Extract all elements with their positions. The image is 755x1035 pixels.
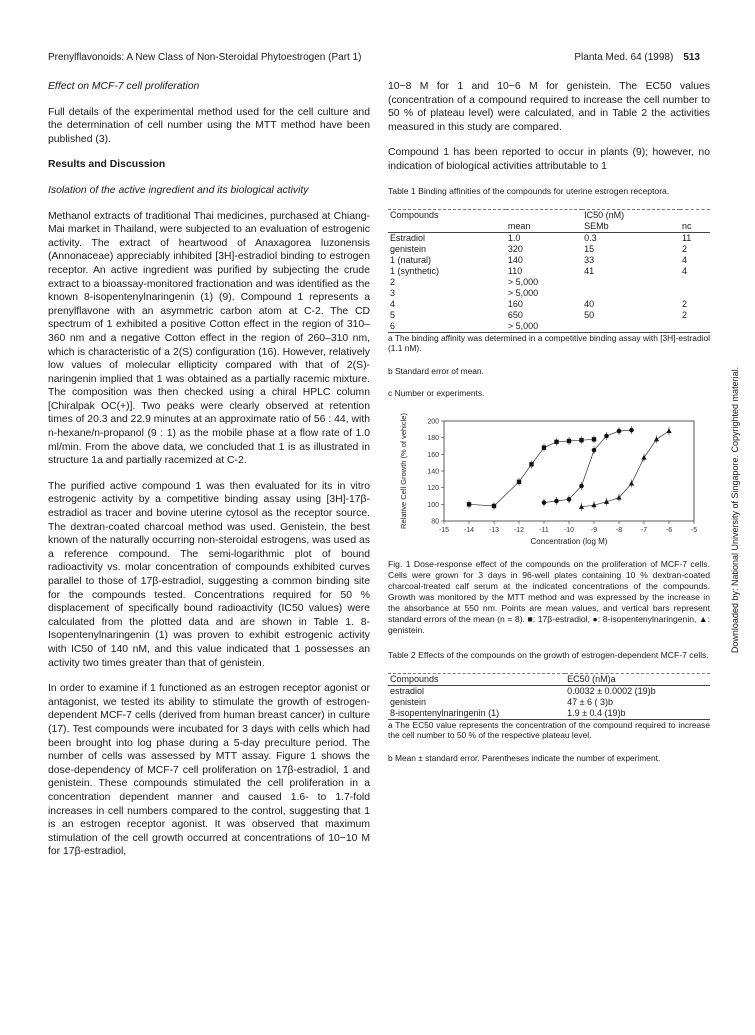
y-tick-label: 100: [427, 501, 439, 509]
table-footnote: a The EC50 value represents the concentration of the compound required to increase the cell number to 50 % of the respective plateau level.: [388, 719, 710, 741]
table-header: Compounds: [390, 673, 439, 684]
y-tick-label: 80: [431, 518, 439, 526]
table-1: [388, 209, 710, 333]
figure-1: [388, 413, 710, 553]
paragraph: Methanol extracts of traditional Thai medicines, purchased at Chiang-Mai market in Thailand, were subjected to an evaluation of estrogenic activity. The extract of heartwood of Anaxagorea luzonensis (Annonaceae) appreciably inhibited [3H]-estradiol binding to estrogen receptor. An active ingredient was purified by subjecting the crude extract to a bioassay-monitored fractionation and was identified as the known 8-isopentenylnaringenin (1) (9). Compound 1 represents a prenylflavone with an asymmetric carbon atom at C-2. The CD spectrum of 1 exhibited a positive Cotton effect in the region of 310–360 nm and a negative Cotton effect in the region of 260–310 nm, which is characteristic of a 2(S) configuration (16). However, relatively low values of molecular ellipticity compared with that of 2(S)-naringenin implied that 1 was obtained as a partially racemic mixture. The composition was then checked using a chiral HPLC column [Chiralpak OC(+)]. Two peaks were clearly observed at retention times of 20.3 and 22.9 minutes at an approximate ratio of 56 : 44, with n-hexane/n-propanol (9 : 1) as the mobile phase at a flow rate of 1.0 ml/min. From the above data, we concluded that 1 is as illustrated in structure 1a and partially racemized at C-2.: [48, 210, 370, 467]
section-heading: Results and Discussion: [48, 159, 166, 171]
table-footnote: b Standard error of mean.: [388, 365, 484, 376]
data-point-estradiol: [592, 437, 596, 441]
table-header: IC50 (nM): [584, 209, 625, 220]
data-point-genistein: [629, 480, 634, 485]
header-title: Prenylflavonoids: A New Class of Non-Steroidal Phytoestrogen (Part 1): [48, 52, 362, 63]
data-point-isopentenylnaringenin: [579, 483, 584, 488]
paragraph: Compound 1 has been reported to occur in plants (9); however, no indication of biological activities attributable to 1: [388, 147, 710, 172]
table-header: SEMb: [584, 220, 609, 231]
x-tick-label: -7: [640, 526, 648, 534]
y-axis-label: Relative Cell Growth (% of vehicle): [399, 412, 408, 529]
data-point-genistein: [654, 436, 659, 441]
left-column: [48, 80, 370, 871]
header-journal: [574, 52, 700, 63]
x-tick-label: -6: [665, 526, 673, 534]
y-tick-label: 140: [427, 468, 439, 476]
table-row: Estradiol 1.0 0.3 11: [388, 232, 710, 244]
y-tick-label: 160: [427, 451, 439, 459]
series-line: [469, 439, 594, 506]
data-point-estradiol: [467, 502, 471, 506]
paragraph: Full details of the experimental method used for the cell culture and the determination of cell number using the MTT method have been published (3).: [48, 106, 370, 145]
table-2-caption: Table 2 Effects of the compounds on the growth of estrogen-dependent MCF-7 cells.: [388, 649, 709, 660]
data-point-estradiol: [579, 438, 583, 442]
x-tick-label: -12: [513, 526, 525, 534]
x-tick-label: -10: [563, 526, 575, 534]
data-point-isopentenylnaringenin: [542, 500, 547, 505]
table-row: 1 (natural) 140 33 4: [390, 254, 687, 265]
table-row: 4 160 40 2: [390, 298, 687, 309]
x-tick-label: -15: [438, 526, 450, 534]
data-point-isopentenylnaringenin: [592, 447, 597, 452]
subsection-heading: Isolation of the active ingredient and its biological activity: [48, 184, 309, 196]
page-number: 513: [683, 52, 700, 63]
data-point-estradiol: [529, 462, 533, 466]
table-row: estradiol 0.0032 ± 0.0002 (19)b: [388, 685, 710, 697]
x-tick-label: -5: [690, 526, 698, 534]
y-tick-label: 120: [427, 484, 439, 492]
data-point-estradiol: [542, 445, 546, 449]
table-1-caption: Table 1 Binding affinities of the compounds for uterine estrogen receptora.: [388, 185, 670, 196]
data-point-estradiol: [554, 439, 558, 443]
data-point-isopentenylnaringenin: [567, 497, 572, 502]
data-point-isopentenylnaringenin: [629, 427, 634, 432]
running-header: [48, 52, 700, 63]
x-tick-label: -8: [615, 526, 623, 534]
table-footnote: b Mean ± standard error. Parentheses indicate the number of experiment.: [388, 752, 661, 763]
table-2: [388, 673, 710, 720]
data-point-genistein: [666, 428, 671, 433]
data-point-estradiol: [567, 438, 571, 442]
data-point-estradiol: [492, 503, 496, 507]
table-row: 1 (synthetic) 110 41 4: [390, 265, 687, 276]
data-point-isopentenylnaringenin: [617, 428, 622, 433]
table-row: 3 > 5,000: [390, 287, 539, 298]
x-tick-label: -9: [590, 526, 598, 534]
right-column: [388, 80, 710, 775]
x-axis-label: Concentration (log M): [530, 536, 608, 546]
paragraph: 10−8 M for 1 and 10−6 M for genistein. The EC50 values (concentration of a compound required to increase the cell number to 50 % of plateau level) were calculated, and in Table 2 the activities measured in this study are compared.: [388, 81, 710, 133]
series-line: [582, 431, 670, 507]
table-footnote: c Number or experiments.: [388, 388, 485, 399]
table-row: 8-isopentenylnaringenin (1) 1.9 ± 0.4 (19)b: [390, 707, 626, 718]
x-tick-label: -14: [463, 526, 475, 534]
y-tick-label: 180: [427, 434, 439, 442]
journal-ref: Planta Med. 64 (1998): [574, 52, 674, 63]
table-footnote: a The binding affinity was determined in a competitive binding assay with [3H]-estradiol (1.1 nM).: [388, 332, 710, 354]
table-row: 6 > 5,000: [390, 320, 539, 331]
table-header: mean: [507, 220, 531, 231]
table-row: genistein 47 ± 6 ( 3)b: [390, 696, 614, 707]
paragraph: In order to examine if 1 functioned as an estrogen receptor agonist or antagonist, we tested its ability to stimulate the growth of estrogen-dependent MCF-7 cells (derived from human breast cancer) in culture (17). Test compounds were incubated for 3 days with cells which had been brought into log phase during a 5-day preculture period. The number of cells was assessed by MTT assay. Figure 1 shows the dose-dependency of MCF-7 cell proliferation on 17β-estradiol, 1 and genistein. These compounds stimulated the cell proliferation in a concentration dependent manner and caused 1.6- to 1.7-fold increases in cell numbers compared to the control, suggesting that 1 is an estrogen receptor agonist. It was observed that maximum stimulation of the cell growth occurred at concentrations of 10−10 M for 17β-estradiol,: [48, 683, 370, 858]
figure-caption: Fig. 1 Dose-response effect of the compounds on the proliferation of MCF-7 cells. Cells were grown for 3 days in 96-well plates containing 10 % dextran-coated charcoal-treated calf serum at the indicated concentrations of the compounds. Growth was monitored by the MTT method and was expressed by the increase in the absorbance at 550 nm. Points are mean values, and vertical bars represent standard errors of the mean (n = 8). ■: 17β-estradiol, ●: 8-isopentenylnaringenin, ▲: genistein.: [388, 558, 710, 635]
data-point-isopentenylnaringenin: [554, 498, 559, 503]
table-header: Compounds: [390, 209, 439, 220]
section-heading: Effect on MCF-7 cell proliferation: [48, 81, 200, 92]
table-row: 5 650 50 2: [390, 309, 687, 320]
dose-response-chart: [388, 413, 710, 553]
table-row: genistein 320 15 2: [390, 243, 687, 254]
paragraph: The purified active compound 1 was then evaluated for its in vitro estrogenic activity by a competitive binding assay using [3H]-17β-estradiol as tracer and bovine uterine cytosol as the receptor source. The dextran-coated charcoal method was used. Genistein, the best known of the naturally occurring non-steroidal estrogens, was used as a reference compound. The semi-logarithmic plot of bound radioactivity vs. molar concentration of compounds exhibited curves parallel to those of 17β-estradiol, suggesting a common binding site for the compounds tested. Concentrations required for 50 % displacement of specifically bound radioactivity (IC50 values) were calculated from the plotted data and are shown in Table 1. 8-Isopentenylnaringenin (1) was proven to exhibit estrogenic activity with IC50 of 140 nM, and this value indicated that 1 possesses an activity two times greater than that of genistein.: [48, 480, 370, 669]
table-header: EC50 (nM)a: [567, 673, 616, 684]
x-tick-label: -11: [539, 526, 549, 534]
x-tick-label: -13: [488, 526, 500, 534]
watermark-text: Downloaded by: National University of Singapore. Copyrighted material.: [730, 366, 740, 654]
data-point-estradiol: [517, 479, 521, 483]
table-header: nc: [681, 220, 692, 231]
data-point-isopentenylnaringenin: [604, 433, 609, 438]
download-watermark: [730, 345, 745, 675]
y-tick-label: 200: [427, 418, 439, 426]
table-row: 2 > 5,000: [390, 276, 539, 287]
